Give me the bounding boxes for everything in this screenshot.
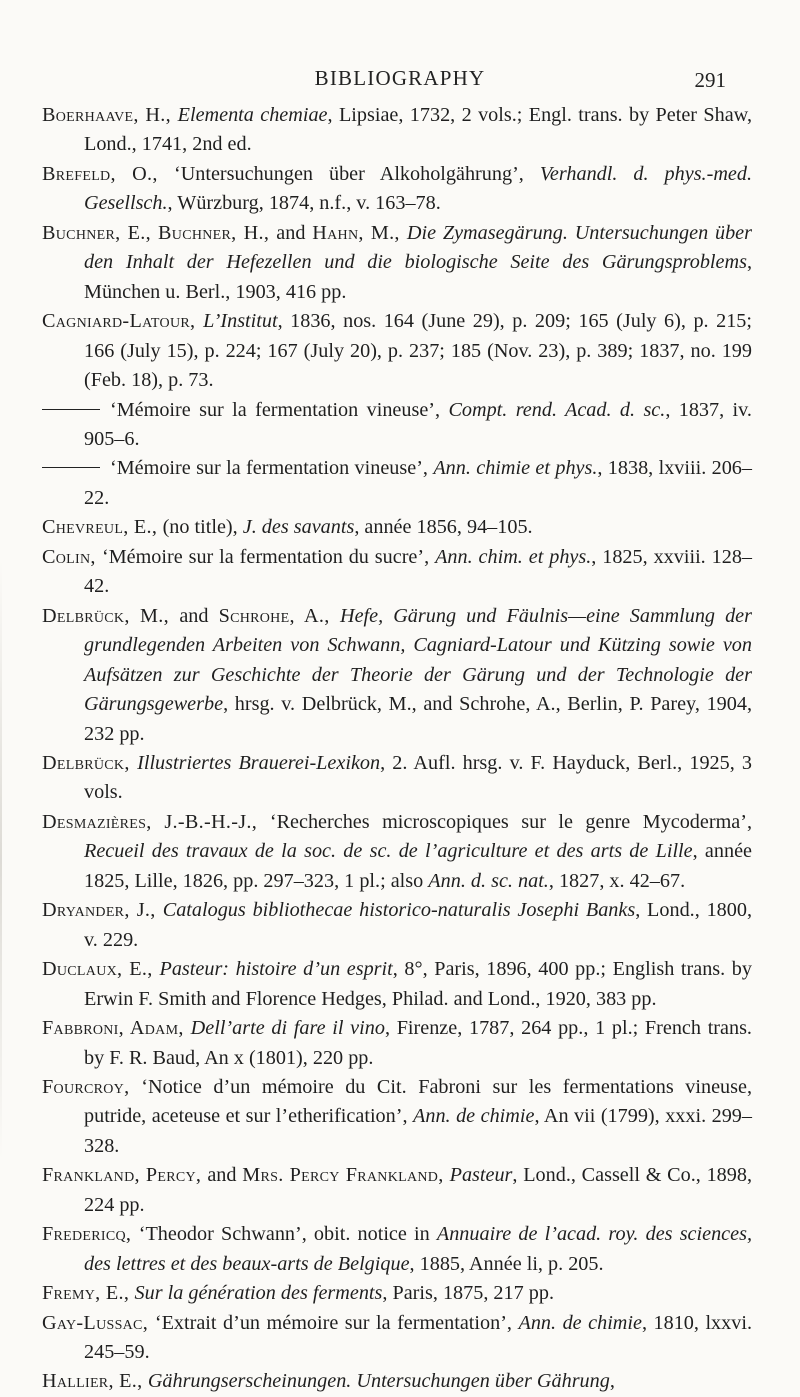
bibliography-entry	[42, 101, 752, 160]
entry-author: Hahn, M.,	[312, 221, 407, 244]
entry-author: Gay-Lussac,	[42, 1311, 155, 1334]
entry-author: Buchner, E., Buchner, H.,	[42, 221, 277, 244]
bibliography-entry	[42, 219, 752, 307]
entry-text: , An vii (1799), xxxi. 299–328.	[84, 1105, 752, 1157]
bibliography-entry	[42, 1073, 752, 1161]
entry-text: , Lipsiae, 1732, 2 vols.; Engl. trans. by Peter Shaw, Lond., 1741, 2nd ed.	[84, 104, 752, 156]
entry-text: , 1837, iv. 905–6.	[84, 398, 752, 450]
entry-text: ‘Recherches microscopiques sur le genre Mycoderma’,	[269, 810, 753, 833]
entry-text: , 1885, Année li, p. 205.	[409, 1252, 604, 1275]
entry-title: Illustriertes Brauerei-Lexikon	[137, 751, 381, 774]
entry-author: Boerhaave, H.,	[42, 104, 178, 126]
entry-title: Dell’arte di fare il vino	[190, 1017, 385, 1040]
entry-title: J. des savants	[242, 516, 355, 539]
entry-text: ‘Notice d’un mémoire du Cit. Fabroni sur les fermentations vineuse, putride, aceteuse et sur l’etherification’,	[84, 1075, 752, 1128]
bibliography-entry	[42, 1014, 752, 1073]
entry-author: Chevreul, E.,	[42, 516, 163, 539]
entry-text: , Paris, 1875, 217 pp.	[382, 1282, 554, 1305]
repeat-author-dash	[42, 409, 100, 410]
entry-author: Brefeld, O.,	[42, 162, 174, 185]
entry-title: Recueil des travaux de la soc. de sc. de l’agriculture et des arts de Lille	[84, 840, 693, 863]
bibliography-entry	[42, 454, 752, 513]
entry-text: ‘Theodor Schwann’, obit. notice in	[138, 1223, 437, 1246]
bibliography-entry	[42, 543, 752, 602]
entry-title: Ann. de chimie	[413, 1105, 535, 1128]
entry-author: Frankland, Percy,	[42, 1164, 208, 1187]
entry-text: and	[276, 221, 313, 244]
bibliography-entry	[42, 1279, 752, 1308]
running-head: BIBLIOGRAPHY	[314, 66, 486, 90]
entry-text: , 1810, lxxvi. 245–59.	[84, 1311, 752, 1364]
entry-author: Delbrück,	[42, 751, 138, 774]
entry-title: Ann. chimie et phys.	[433, 457, 598, 480]
entry-title: Ann. de chimie	[518, 1311, 642, 1334]
entry-text: , année 1825, Lille, 1826, pp. 297–323, 1 pl.; also	[84, 840, 752, 892]
entry-title: Ann. chim. et phys.	[435, 545, 592, 568]
bibliography-list	[42, 101, 752, 1397]
entry-text: ‘Mémoire sur la fermentation vineuse’,	[110, 457, 434, 480]
entry-text: , 2. Aufl. hrsg. v. F. Hayduck, Berl., 1925, 3 vols.	[84, 751, 753, 804]
bibliography-entry	[42, 896, 752, 955]
entry-text: ‘Untersuchungen über Alkoholgährung’,	[173, 162, 540, 185]
entry-text: (no title),	[162, 516, 243, 539]
entry-text: ‘Mémoire sur la fermentation vineuse’,	[110, 398, 449, 421]
entry-author: Fabbroni, Adam,	[42, 1017, 191, 1040]
entry-text: , 1825, xxviii. 128–42.	[84, 545, 753, 598]
page-number: 291	[694, 68, 726, 92]
entry-text: ‘Mémoire sur la fermentation du sucre’,	[101, 545, 436, 568]
entry-author: Fremy, E.,	[42, 1282, 135, 1305]
entry-text: , année 1856, 94–105.	[354, 516, 533, 539]
entry-text: and	[179, 604, 219, 627]
entry-title: Catalogus bibliothecae historico-naturalis Josephi Banks	[162, 899, 636, 922]
bibliography-entry	[42, 1161, 752, 1220]
entry-author: Fredericq,	[42, 1223, 139, 1246]
page-edge-shadow	[0, 560, 2, 1160]
bibliography-entry	[42, 1367, 752, 1396]
bibliography-entry	[42, 396, 752, 455]
entry-title: Gährungserscheinungen. Untersuchungen über Gährung	[147, 1370, 610, 1393]
entry-title: Pasteur: histoire d’un esprit	[159, 958, 393, 981]
entry-author: Schrohe, A.,	[218, 604, 340, 627]
entry-text: and	[207, 1164, 243, 1187]
entry-title: Elementa chemiae	[177, 104, 328, 126]
entry-title: Ann. d. sc. nat.	[428, 869, 549, 892]
entry-text: , Firenze, 1787, 264 pp., 1 pl.; French trans. by F. R. Baud, An x (1801), 220 pp.	[84, 1017, 752, 1069]
entry-title: Die Zymasegärung. Untersuchungen über den Inhalt der Hefezellen und die biologische Seite des Gärungsproblems	[84, 221, 752, 274]
entry-author: Duclaux, E.,	[42, 958, 160, 981]
entry-text: ‘Extrait d’un mémoire sur la fermentation’,	[154, 1311, 519, 1334]
bibliography-entry	[42, 160, 752, 219]
entry-text: , 1838, lxviii. 206–22.	[84, 457, 752, 509]
entry-title: Sur la génération des ferments	[134, 1282, 383, 1305]
entry-author: Fourcroy,	[42, 1075, 142, 1098]
entry-author: Hallier, E.,	[42, 1370, 148, 1393]
entry-text: , 8°, Paris, 1896, 400 pp.; English trans. by Erwin F. Smith and Florence Hedges, Philad. and Lond., 1920, 383 pp.	[84, 958, 752, 1010]
bibliography-entry	[42, 602, 752, 749]
entry-text: , Lond., Cassell & Co., 1898, 224 pp.	[84, 1164, 752, 1216]
entry-text: , 1836, nos. 164 (June 29), p. 209; 165 (July 6), p. 215; 166 (July 15), p. 224; 167 (July 20), p. 237; 185 (Nov. 23), p. 389; 1837, no. 199 (Feb. 18), p. 73.	[84, 310, 753, 392]
repeat-author-dash	[42, 467, 100, 468]
entry-text: , 1827, x. 42–67.	[548, 869, 686, 892]
entry-text: , München u. Berl., 1903, 416 pp.	[84, 251, 752, 303]
entry-author: Dryander, J.,	[42, 899, 163, 922]
entry-author: Delbrück, M.,	[42, 604, 180, 627]
bibliography-entry	[42, 1309, 752, 1368]
entry-title: Compt. rend. Acad. d. sc.	[448, 398, 666, 421]
entry-title: Annuaire de l’acad. roy. des sciences, des lettres et des beaux-arts de Belgique	[84, 1223, 752, 1275]
entry-title: Verhandl. d. phys.-med. Gesellsch.	[84, 162, 753, 215]
entry-text: , Würzburg, 1874, n.f., v. 163–78.	[167, 192, 441, 215]
bibliography-entry	[42, 808, 752, 896]
bibliography-entry	[42, 307, 752, 395]
bibliography-entry	[42, 1220, 752, 1279]
bibliography-entry	[42, 513, 752, 542]
entry-title: Pasteur	[449, 1164, 513, 1187]
entry-title: L’Institut	[203, 310, 278, 333]
entry-text: , Lond., 1800, v. 229.	[84, 899, 752, 951]
entry-text: , hrsg. v. Delbrück, M., and Schrohe, A., Berlin, P. Parey, 1904, 232 pp.	[84, 693, 752, 745]
entry-author: Desmazières, J.-B.-H.-J.,	[42, 810, 270, 833]
entry-author: Cagniard-Latour,	[42, 310, 204, 333]
entry-author: Mrs. Percy Frankland,	[242, 1164, 450, 1187]
bibliography-entry	[42, 749, 752, 808]
entry-title: Hefe, Gärung und Fäulnis—eine Sammlung der grundlegenden Arbeiten von Schwann, Cagniard-Latour und Kützing sowie von Aufsätzen zur Geschichte der Theorie der Gärung und der Technologie der Gärungsgewerbe	[84, 604, 752, 716]
entry-text: ,	[609, 1370, 615, 1393]
bibliography-entry	[42, 955, 752, 1014]
entry-author: Colin,	[42, 545, 102, 568]
